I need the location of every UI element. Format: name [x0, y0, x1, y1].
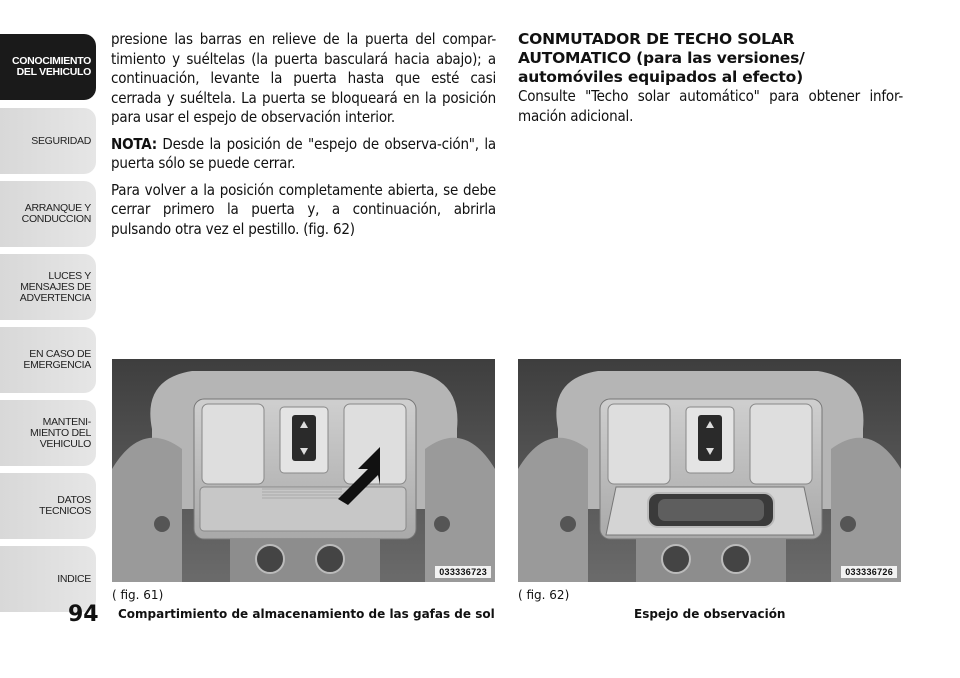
figure-62-image [518, 359, 901, 582]
note-label: NOTA: [111, 134, 157, 153]
tab-mantenimiento-del-vehiculo[interactable]: MANTENI- MIENTO DEL VEHICULO [0, 400, 96, 466]
note-text: Desde la posición de "espejo de observa-ción", la puerta sólo se puede cerrar. [111, 134, 496, 172]
paragraph-instructions: presione las barras en relieve de la puerta del compar-timiento y suéltelas (la puerta basculará hacia abajo); a continuación, levante la puerta hasta que esté casi cerrada y suéltela. La puerta se bloqueará en la posición para usar el espejo de observación interior. [111, 30, 496, 126]
tab-luces-y-mensajes[interactable]: LUCES Y MENSAJES DE ADVERTENCIA [0, 254, 96, 320]
tab-indice[interactable]: INDICE [0, 546, 96, 612]
left-text-column [111, 30, 496, 246]
observation-mirror-illustration [518, 359, 901, 582]
figure-62-number: ( fig. 62) [518, 588, 570, 602]
tab-datos-tecnicos[interactable]: DATOS TECNICOS [0, 473, 96, 539]
note-paragraph [111, 135, 496, 174]
tab-arranque-y-conduccion[interactable]: ARRANQUE Y CONDUCCION [0, 181, 96, 247]
tab-conocimiento-del-vehiculo[interactable]: CONOCIMIENTO DEL VEHICULO [0, 34, 96, 100]
figure-62-caption: Espejo de observación [634, 607, 786, 621]
paragraph-reopen: Para volver a la posición completamente abierta, se debe cerrar primero la puerta y, a continuación, abrirla pulsando otra vez el pestillo. (fig. 62) [111, 180, 496, 238]
paragraph-sunroof: Consulte "Techo solar automático" para obtener infor-mación adicional. [518, 87, 903, 125]
figure-61-image [112, 359, 495, 582]
section-heading-sunroof: CONMUTADOR DE TECHO SOLAR AUTOMATICO (para las versiones/ automóviles equipados al efecto) [518, 30, 805, 86]
page-number: 94 [68, 602, 99, 627]
chapter-sidebar [0, 0, 100, 678]
figure-61-caption: Compartimiento de almacenamiento de las gafas de sol [118, 607, 495, 621]
overhead-console-illustration [112, 359, 495, 582]
tab-seguridad[interactable]: SEGURIDAD [0, 108, 96, 174]
figure-61-number: ( fig. 61) [112, 588, 164, 602]
right-text-column [518, 30, 903, 133]
tab-en-caso-de-emergencia[interactable]: EN CASO DE EMERGENCIA [0, 327, 96, 393]
figure-code: 033336726 [841, 566, 897, 578]
figure-code: 033336723 [435, 566, 491, 578]
